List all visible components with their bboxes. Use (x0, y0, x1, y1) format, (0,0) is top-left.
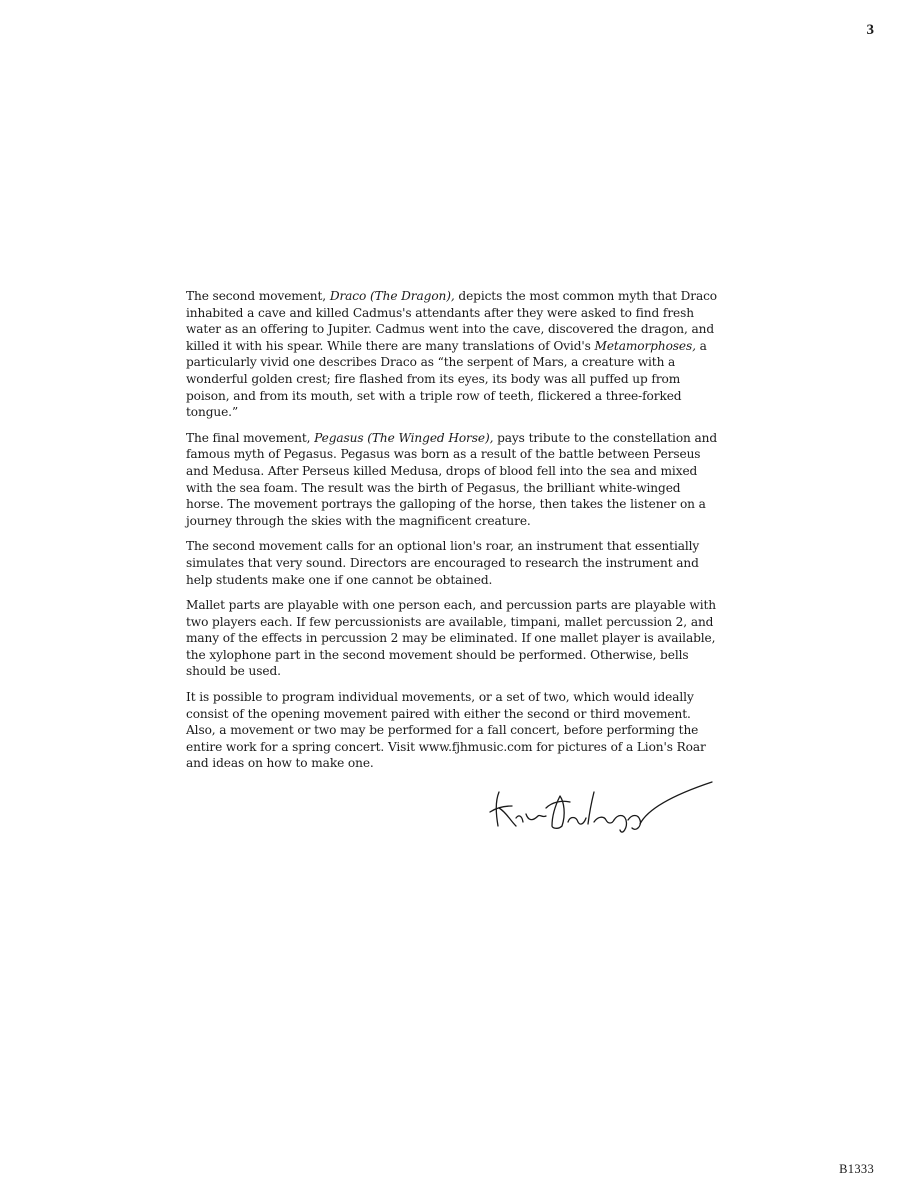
program-notes (186, 288, 718, 781)
catalog-number: B1333 (839, 1162, 874, 1176)
paragraph-instrumentation: Mallet parts are playable with one person each, and percussion parts are playable with two players each. If few percussionists are available, timpani, mallet percussion 2, and many of the effects in percussion 2 may be eliminated. If one mallet player is available, the xylophone part in the second movement should be performed. Otherwise, bells should be used. (186, 598, 716, 679)
page-number: 3 (866, 22, 874, 38)
movement-title-draco: Draco (The Dragon), (329, 289, 455, 303)
composer-signature (486, 778, 716, 842)
paragraph-lions-roar: The second movement calls for an optional lion's roar, an instrument that essentially simulates that very sound. Directors are encouraged to research the instrument and help students make one if one cannot be obtained. (186, 539, 700, 587)
movement-title-pegasus: Pegasus (The Winged Horse), (314, 430, 494, 445)
paragraph-pegasus: The final movement, Pegasus (The Winged Horse), pays tribute to the constellation and famous myth of Pegasus. Pegasus was born as a result of the battle between Perseus and Medusa. After Perseus killed Medusa, drops of blood fell into the sea and mixed with the sea foam. The result was the birth of Pegasus, the brilliant white-winged horse. The movement portrays the galloping of the horse, then takes the listener on a journey through the skies with the magnificent creature. (186, 430, 718, 528)
book-title-metamorphoses: Metamorphoses, (594, 338, 696, 353)
paragraph-programming: It is possible to program individual movements, or a set of two, which would ideally consist of the opening movement paired with either the second or third movement. Also, a movement or two may be performed for a fall concert, before performing the entire work for a spring concert. Visit www.fjhmusic.com for pictures of a Lion's Roar and ideas on how to make one. (186, 690, 706, 771)
paragraph-draco: The second movement, Draco (The Dragon), depicts the most common myth that Draco inhabited a cave and killed Cadmus's attendants after they were asked to find fresh water as an offering to Jupiter. Cadmus went into the cave, discovered the dragon, and killed it with his spear. While there are many translations of Ovid's Metamorphoses, a particularly vivid one describes Draco as “the serpent of Mars, a creature with a wonderful golden crest; fire flashed from its eyes, its body was all puffed up from poison, and from its mouth, set with a triple row of teeth, flickered a three-forked tongue.” (186, 289, 718, 420)
